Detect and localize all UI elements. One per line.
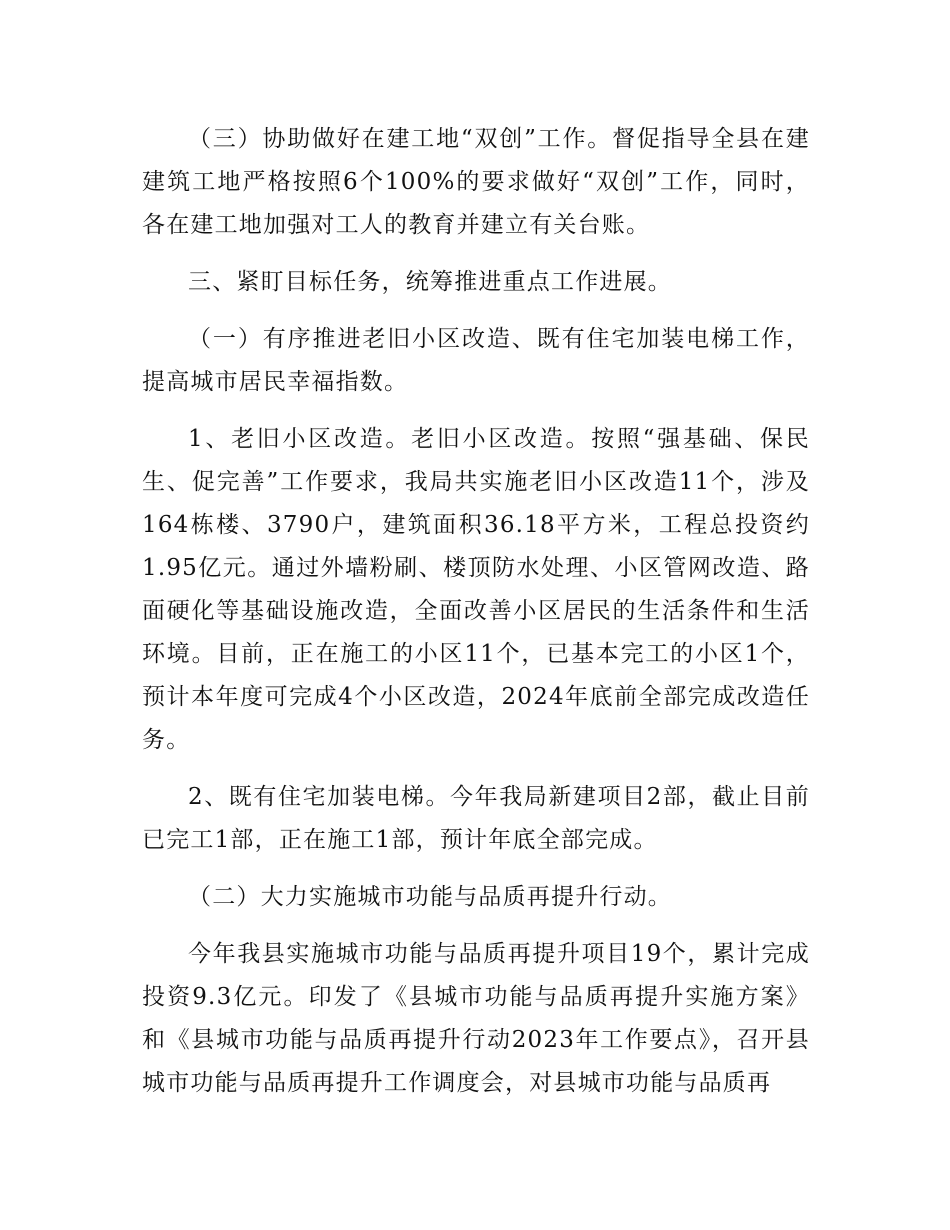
heading-subsection-2: （二）大力实施城市功能与品质再提升行动。 — [188, 884, 672, 910]
paragraph-elevator-installation: 2、既有住宅加装电梯。今年我局新建项目2部，截止目前已完工1部，正在施工1部，预计年底全部完成。 — [142, 784, 810, 853]
document-body — [142, 118, 810, 1119]
paragraph-section-3-3: （三）协助做好在建工地“双创”工作。督促指导全县在建建筑工地严格按照6个100%的要求做好“双创”工作，同时，各在建工地加强对工人的教育并建立有关台账。 — [142, 126, 810, 238]
paragraph-old-community-renovation: 1、老旧小区改造。老旧小区改造。按照“强基础、保民生、促完善”工作要求，我局共实施老旧小区改造11个，涉及164栋楼、3790户，建筑面积36.18平方米，工程总投资约1.95亿元。通过外墙粉刷、楼顶防水处理、小区管网改造、路面硬化等基础设施改造，全面改善小区居民的生活条件和生活环境。目前，正在施工的小区11个，已基本完工的小区1个，预计本年度可完成4个小区改造，2024年底前全部完成改造任务。 — [142, 426, 810, 753]
heading-subsection-1: （一）有序推进老旧小区改造、既有住宅加装电梯工作，提高城市居民幸福指数。 — [142, 326, 810, 395]
heading-section-3: 三、紧盯目标任务，统筹推进重点工作进展。 — [188, 269, 672, 295]
paragraph-city-function-upgrade: 今年我县实施城市功能与品质再提升项目19个，累计完成投资9.3亿元。印发了《县城市功能与品质再提升实施方案》和《县城市功能与品质再提升行动2023年工作要点》，召开县城市功能与品质再提升工作调度会，对县城市功能与品质再 — [142, 941, 810, 1096]
